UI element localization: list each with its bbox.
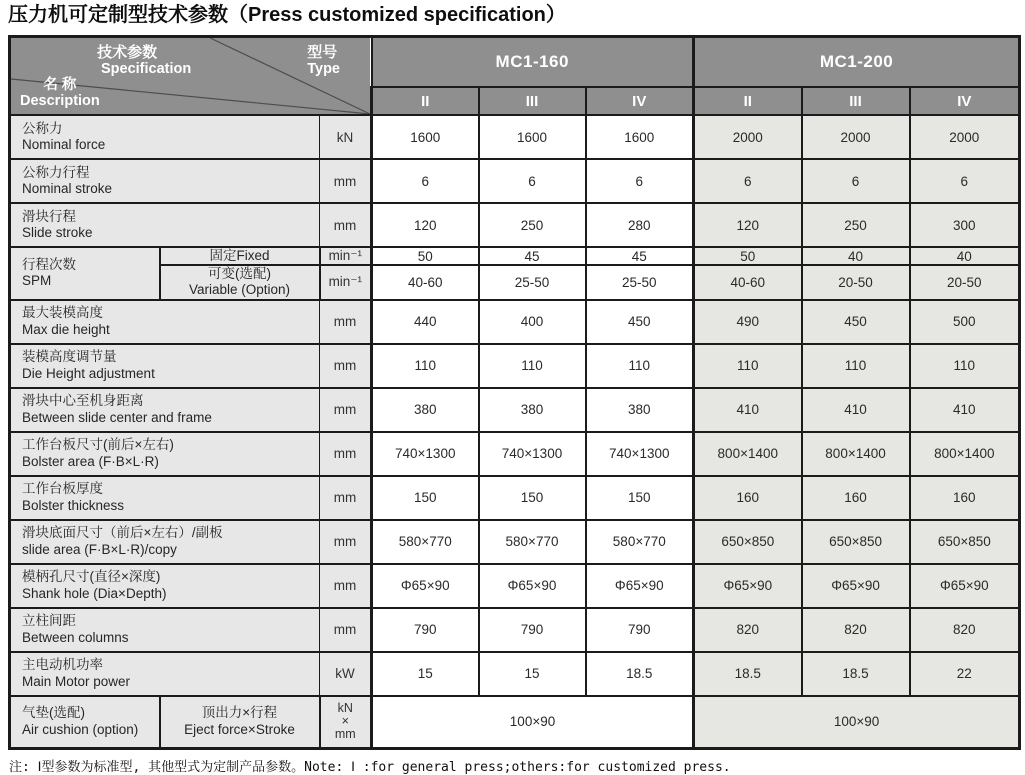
table-row-slide-stroke	[10, 203, 1020, 247]
row-label-cell	[10, 432, 320, 476]
unit-cell: mm	[320, 564, 372, 608]
row-label-cell	[10, 300, 320, 344]
unit-cell: mm	[320, 159, 372, 203]
unit-cell: mm	[320, 432, 372, 476]
value-cell: 400	[479, 300, 586, 344]
spm-label-en: SPM	[22, 273, 52, 289]
air-unit-line2: ×	[341, 714, 349, 728]
value-cell: 410	[802, 388, 910, 432]
table-row-between-columns	[10, 608, 1020, 652]
value-cell: 25-50	[586, 265, 694, 299]
value-cell: 280	[586, 203, 694, 247]
value-cell: 50	[372, 247, 479, 265]
value-cell: 20-50	[910, 265, 1020, 299]
value-cell: 820	[802, 608, 910, 652]
value-cell: 160	[802, 476, 910, 520]
spm-variable-en: Variable (Option)	[188, 282, 291, 298]
value-cell: 450	[586, 300, 694, 344]
header-group-row	[10, 37, 1020, 88]
value-cell: 2000	[910, 115, 1020, 159]
row-label-cell	[10, 520, 320, 564]
row-label-cell	[10, 115, 320, 159]
value-cell: 110	[586, 344, 694, 388]
table-row-spm-variable	[10, 265, 1020, 299]
row-label-en: Main Motor power	[22, 673, 131, 689]
value-cell: 410	[694, 388, 802, 432]
subcol-160-iv: IV	[586, 87, 694, 115]
table-row-nominal-force	[10, 115, 1020, 159]
value-cell: Φ65×90	[586, 564, 694, 608]
row-label-en: Between columns	[22, 629, 129, 645]
value-cell: 110	[802, 344, 910, 388]
corner-type-label	[307, 44, 340, 78]
value-cell: 110	[910, 344, 1020, 388]
unit-cell: kW	[320, 652, 372, 696]
value-cell: 800×1400	[802, 432, 910, 476]
row-label-en: Slide stroke	[22, 225, 93, 240]
unit-cell: mm	[320, 608, 372, 652]
table-row-max-die-height	[10, 300, 1020, 344]
value-cell: 1600	[372, 115, 479, 159]
value-cell: 45	[479, 247, 586, 265]
value-cell: 250	[802, 203, 910, 247]
row-label-en: Between slide center and frame	[22, 409, 212, 425]
value-cell: 380	[372, 388, 479, 432]
corner-spec-en: Specification	[101, 61, 192, 78]
value-cell: 790	[479, 608, 586, 652]
unit-cell: mm	[320, 520, 372, 564]
row-label-zh: 模柄孔尺寸(直径×深度)	[22, 569, 161, 585]
table-row-shank-hole	[10, 564, 1020, 608]
spm-label-cell	[10, 247, 160, 300]
value-cell: 150	[586, 476, 694, 520]
value-cell: Φ65×90	[910, 564, 1020, 608]
value-cell: 580×770	[479, 520, 586, 564]
value-cell: 6	[694, 159, 802, 203]
value-cell: 100×90	[694, 696, 1020, 749]
value-cell: Φ65×90	[479, 564, 586, 608]
value-cell: 6	[586, 159, 694, 203]
unit-cell: kN	[320, 115, 372, 159]
corner-type-en: Type	[307, 61, 340, 78]
value-cell: 40-60	[372, 265, 479, 299]
page-title: 压力机可定制型技术参数（Press customized specification）	[8, 4, 566, 26]
value-cell: 120	[694, 203, 802, 247]
air-unit-line3: mm	[334, 727, 356, 742]
unit-cell: min⁻¹	[320, 247, 372, 265]
value-cell: 450	[802, 300, 910, 344]
spm-variable-zh: 可变(选配)	[208, 266, 271, 282]
subcol-200-iv: IV	[910, 87, 1020, 115]
corner-spec-label	[63, 44, 191, 78]
value-cell: 150	[479, 476, 586, 520]
value-cell: 160	[694, 476, 802, 520]
value-cell: 790	[372, 608, 479, 652]
row-label-zh: 滑块行程	[22, 208, 76, 224]
row-label-en: Die Height adjustment	[22, 365, 155, 381]
value-cell: 650×850	[802, 520, 910, 564]
subcol-160-ii: II	[372, 87, 479, 115]
value-cell: 15	[479, 652, 586, 696]
corner-desc-zh: 名 称	[43, 76, 77, 93]
eject-force-zh: 顶出力×行程	[201, 705, 278, 721]
value-cell: 6	[802, 159, 910, 203]
table-row-nominal-stroke	[10, 159, 1020, 203]
row-label-en: Bolster area (F·B×L·R)	[22, 453, 159, 469]
value-cell: 25-50	[479, 265, 586, 299]
row-label-zh: 公称力	[22, 120, 63, 136]
table-row-slide-area	[10, 520, 1020, 564]
unit-cell: min⁻¹	[320, 265, 372, 299]
air-cushion-label-cell	[10, 696, 160, 749]
value-cell: 110	[372, 344, 479, 388]
unit-cell: mm	[320, 300, 372, 344]
row-label-cell	[10, 203, 320, 247]
value-cell: 380	[479, 388, 586, 432]
value-cell: 380	[586, 388, 694, 432]
spm-variable-label-cell	[160, 265, 320, 299]
value-cell: 580×770	[372, 520, 479, 564]
eject-force-label-cell	[160, 696, 320, 749]
unit-cell: mm	[320, 203, 372, 247]
row-label-en: Bolster thickness	[22, 497, 125, 513]
value-cell: 300	[910, 203, 1020, 247]
value-cell: 650×850	[910, 520, 1020, 564]
value-cell: Φ65×90	[694, 564, 802, 608]
value-cell: 650×850	[694, 520, 802, 564]
row-label-zh: 工作台板尺寸(前后×左右)	[22, 437, 174, 453]
row-label-cell	[10, 608, 320, 652]
air-cushion-zh: 气垫(选配)	[22, 705, 85, 721]
header-corner-cell	[10, 37, 372, 116]
value-cell: 790	[586, 608, 694, 652]
value-cell: 40	[802, 247, 910, 265]
value-cell: 740×1300	[479, 432, 586, 476]
row-label-cell	[10, 159, 320, 203]
value-cell: 820	[694, 608, 802, 652]
row-label-zh: 滑块中心至机身距离	[22, 393, 144, 409]
air-unit-line1: kN	[337, 700, 353, 715]
value-cell: 45	[586, 247, 694, 265]
row-label-zh: 主电动机功率	[22, 657, 103, 673]
value-cell: 18.5	[802, 652, 910, 696]
value-cell: 40-60	[694, 265, 802, 299]
row-label-en: Nominal force	[22, 137, 106, 152]
model-group-mc1-200: MC1-200	[694, 37, 1020, 88]
row-label-cell	[10, 388, 320, 432]
row-label-zh: 立柱间距	[22, 613, 76, 629]
value-cell: 820	[910, 608, 1020, 652]
row-label-cell	[10, 564, 320, 608]
value-cell: 100×90	[372, 696, 694, 749]
value-cell: 18.5	[586, 652, 694, 696]
row-label-zh: 公称力行程	[22, 164, 90, 180]
table-row-air-cushion	[10, 696, 1020, 749]
unit-cell: mm	[320, 476, 372, 520]
row-label-cell	[10, 652, 320, 696]
value-cell: 2000	[802, 115, 910, 159]
value-cell: 740×1300	[372, 432, 479, 476]
value-cell: 160	[910, 476, 1020, 520]
corner-spec-zh: 技术参数	[97, 44, 158, 61]
value-cell: 120	[372, 203, 479, 247]
value-cell: 6	[479, 159, 586, 203]
corner-type-zh: 型号	[307, 44, 338, 61]
air-cushion-en: Air cushion (option)	[22, 721, 139, 737]
row-label-zh: 装模高度调节量	[22, 349, 117, 365]
table-row-spm-fixed	[10, 247, 1020, 265]
row-label-en: Nominal stroke	[22, 181, 113, 196]
unit-cell: mm	[320, 388, 372, 432]
spm-label-zh: 行程次数	[22, 257, 76, 273]
specification-table	[8, 35, 1021, 750]
value-cell: 6	[910, 159, 1020, 203]
value-cell: 740×1300	[586, 432, 694, 476]
row-label-cell	[10, 476, 320, 520]
table-row-slide-center-distance	[10, 388, 1020, 432]
eject-force-en: Eject force×Stroke	[184, 721, 295, 737]
row-label-cell	[10, 344, 320, 388]
value-cell: 2000	[694, 115, 802, 159]
unit-cell: mm	[320, 344, 372, 388]
value-cell: 1600	[586, 115, 694, 159]
row-label-zh: 最大装模高度	[22, 305, 103, 321]
row-label-zh: 工作台板厚度	[22, 481, 103, 497]
value-cell: 110	[479, 344, 586, 388]
value-cell: 250	[479, 203, 586, 247]
row-label-en: Shank hole (Dia×Depth)	[22, 585, 167, 601]
value-cell: 440	[372, 300, 479, 344]
value-cell: 410	[910, 388, 1020, 432]
subcol-160-iii: III	[479, 87, 586, 115]
value-cell: 500	[910, 300, 1020, 344]
model-group-mc1-160: MC1-160	[372, 37, 694, 88]
value-cell: Φ65×90	[372, 564, 479, 608]
corner-desc-en: Description	[20, 93, 100, 110]
footnote: 注: Ⅰ型参数为标准型, 其他型式为定制产品参数。Note: Ⅰ :for general press;others:for customized press.	[9, 759, 731, 775]
value-cell: 50	[694, 247, 802, 265]
row-label-en: Max die height	[22, 321, 110, 337]
value-cell: 40	[910, 247, 1020, 265]
spm-fixed-label-cell: 固定Fixed	[160, 247, 320, 265]
value-cell: 6	[372, 159, 479, 203]
subcol-200-iii: III	[802, 87, 910, 115]
table-row-die-height-adjustment	[10, 344, 1020, 388]
value-cell: 580×770	[586, 520, 694, 564]
table-row-bolster-thickness	[10, 476, 1020, 520]
row-label-zh: 滑块底面尺寸（前后×左右）/副板	[22, 525, 223, 541]
value-cell: 800×1400	[910, 432, 1020, 476]
value-cell: 490	[694, 300, 802, 344]
value-cell: 20-50	[802, 265, 910, 299]
value-cell: 18.5	[694, 652, 802, 696]
value-cell: 800×1400	[694, 432, 802, 476]
unit-cell	[320, 696, 372, 749]
row-label-en: slide area (F·B×L·R)/copy	[22, 541, 177, 557]
table-row-main-motor-power	[10, 652, 1020, 696]
value-cell: 110	[694, 344, 802, 388]
corner-description-label	[20, 77, 100, 110]
subcol-200-ii: II	[694, 87, 802, 115]
value-cell: 150	[372, 476, 479, 520]
value-cell: Φ65×90	[802, 564, 910, 608]
table-row-bolster-area	[10, 432, 1020, 476]
value-cell: 15	[372, 652, 479, 696]
value-cell: 22	[910, 652, 1020, 696]
value-cell: 1600	[479, 115, 586, 159]
